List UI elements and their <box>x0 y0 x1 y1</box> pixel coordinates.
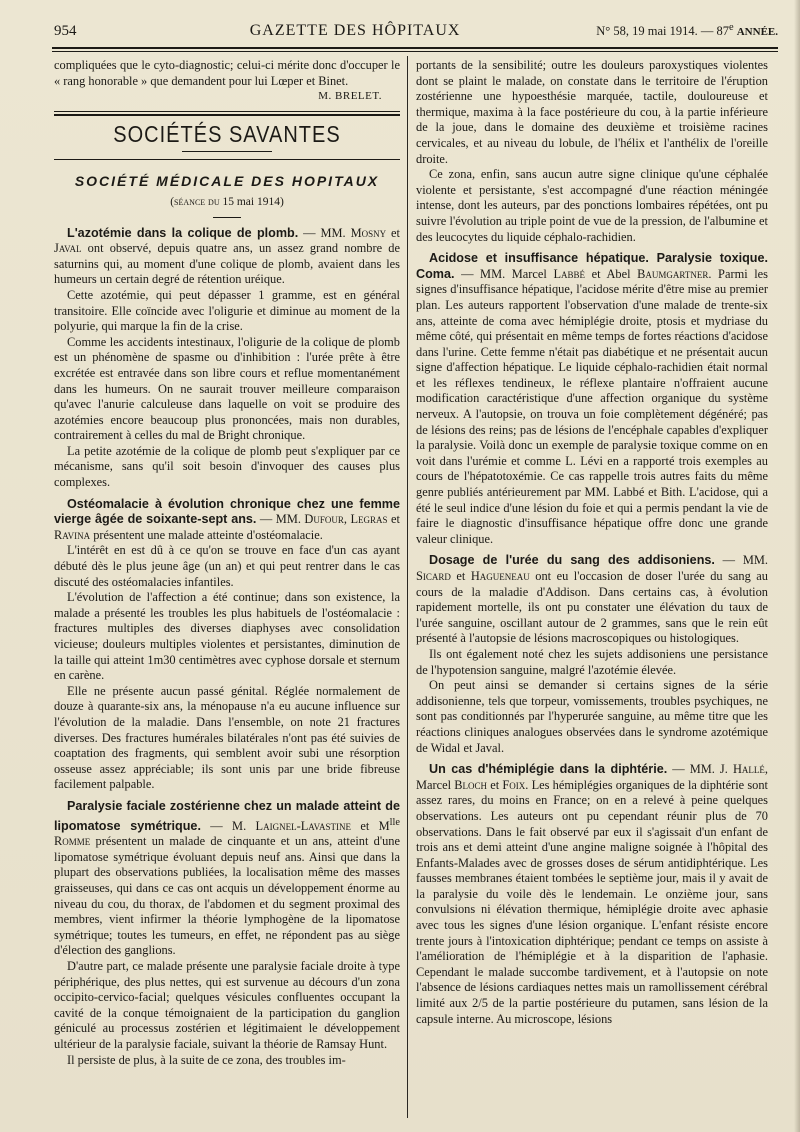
paragraph-text: présentent un malade de cinquante et un ans, atteint d'une lipomatose symétrique évoluant depuis neuf ans. Ainsi que dans la plupart des observations publiées, la localisation même des masses graisseuses, qui dans ce cas ont acquis un développement énorme au niveau du cou, du thorax, de l'abdomen et du segment proximal des membres, vient infirmer la théorie lymphogène de la lipomatose symétrique; toutes les tumeurs, en effet, ne répondent pas au siège d'élection des ganglions. <box>54 834 400 958</box>
article-paralysie-p3: Il persiste de plus, à la suite de ce zona, des troubles im- <box>67 1052 346 1067</box>
seance-paren: ( <box>170 195 175 208</box>
conj: et M <box>350 818 390 833</box>
title-sup: lle <box>389 816 400 828</box>
dash: — MM. <box>256 512 305 527</box>
author-name: Ravina <box>54 527 91 542</box>
intro-paragraph: compliquées que le cyto-diagnostic; celui-ci mérite donc d'occuper le « rang honorable » que demandent pour lui Lœper et Binet. <box>54 58 400 88</box>
author-name: Bloch <box>454 777 488 792</box>
seance-rule <box>213 217 241 218</box>
article-paralysie-title: Paralysie faciale zostérienne chez un malade atteint de lipomatose symétrique. <box>54 798 400 833</box>
article-paralysie-p2: D'autre part, ce malade présente une paralysie faciale droite à type périphérique, des plus nettes, qui est survenue au décours d'un zona occipito-cervico-facial; quelques vésicules confluentes occupant la cavité de la conque témoignaient de la participation du ganglion géniculé au processus zostérien et légitimaient le développement ultérieur de la paralysie faciale, suivant la théorie de Ramsay Hunt. <box>54 959 400 1051</box>
article-osteomalacie-p3: L'évolution de l'affection a été continue; dans son existence, la malade a présenté les troubles les plus habituels de l'ostéomalacie : fractures multiples des diverses diaphyses avec consolidation vicieuse; douleurs multiples violentes et persistantes, diminution de la taille qui atteint 1m30 centimètres avec cyphose dorsale et sternum en carène. <box>54 590 400 683</box>
author-name: Javal <box>54 241 82 256</box>
author-name: Hallé <box>732 762 765 777</box>
left-column <box>54 58 400 1068</box>
continued-paragraph: portants de la sensibilité; outre les douleurs paroxystiques violentes dont se plaint le malade, on constate dans le territoire de l'éruption zostérienne une hypoesthésie marquée, tactile, douloureuse et thermique, maxima à la face postérieure du cou, à la partie inférieure de la joue, dans le domaine des deuxième et troisième racines cervicales, et au niveau du lobule, de l'hélix et l'anthélix de l'oreille droite. <box>416 58 768 166</box>
article-azotemie-p1 <box>54 226 400 288</box>
author-name: Legras <box>350 512 388 527</box>
section-title: SOCIÉTÉS SAVANTES <box>113 122 341 148</box>
section-long-rule <box>54 159 400 160</box>
author-name: Foix <box>502 777 526 792</box>
author-name: Sicard <box>416 569 451 583</box>
right-column <box>416 58 768 1027</box>
sep: , Marcel <box>416 762 768 792</box>
conj: et <box>487 777 503 792</box>
article-azotemie-title: L'azotémie dans la colique de plomb. <box>67 225 299 240</box>
page-header <box>54 22 778 46</box>
paragraph-text: présentent une malade atteinte d'ostéomalacie. <box>90 527 323 542</box>
article-addison-title: Dosage de l'urée du sang des addisoniens. <box>429 553 715 568</box>
author-name: Baumgartner <box>637 266 709 281</box>
journal-title: GAZETTE DES HÔPITAUX <box>249 22 461 40</box>
author-name: Mosny <box>350 225 387 240</box>
seance-day: 15 mai 1914) <box>222 195 284 208</box>
article-paralysie-p1 <box>54 799 400 959</box>
article-osteomalacie-p2: L'intérêt en est dû à ce qu'on se trouve en face d'un cas ayant débuté dès le plus jeune âge (un an) et qui peut rentrer dans le cas discuté des ostéomalacies infantiles. <box>54 543 400 589</box>
sep: , <box>343 512 351 527</box>
article-azotemie-p2: Cette azotémie, qui peut dépasser 1 gramme, est en général transitoire. Elle coïncide avec l'oligurie et diminue au moment de la polyurie, qui marque la fin de la crise. <box>54 287 400 334</box>
page-edge-shadow <box>794 0 800 1132</box>
conj: et <box>387 512 400 527</box>
issue-info <box>596 22 778 39</box>
dash: — MM. <box>298 225 351 240</box>
author-name: Romme <box>54 834 91 849</box>
article-osteomalacie-p1 <box>54 497 400 544</box>
separator-rule <box>54 111 400 112</box>
section-short-rule <box>182 151 272 152</box>
article-diphterie-p1 <box>416 762 768 1027</box>
article-addison-p2: Ils ont également noté chez les sujets addisoniens une persistance de l'hypotension sanguine, malgré l'azotémie élevée. <box>416 646 768 677</box>
article-acidose-title: Acidose et insuffisance hépatique. Paralysie toxique. Coma. <box>416 251 768 281</box>
article-osteomalacie-title: Ostéomalacie à évolution chronique chez une femme vierge âgée de soixante-sept ans. <box>54 496 400 527</box>
seance-date <box>54 195 400 211</box>
paragraph-text: . Les hémiplégies organiques de la diphtérie sont assez rares, du moins en France; on en a relevé à peine quelques observations. Les auteurs ont pu cependant réunir plus de 70 observations. Dans le fait observé par eux il s'agissait d'un enfant de trois ans et demi atteint d'une angine maligne soignée à l'hôpital des Enfants-Malades avec de grosses doses de sérum antidiphtérique. Les fausses membranes étaient tombées le septième jour, mais il y avait de la paralysie du voile dès le lendemain. Le onzième jour, sans convulsions ni élévation thermique, hémiplégie droite avec aphasie avec tous les signes d'une lésion organique. L'enfant résiste encore trente jours à l'intoxication diphtérique; pendant ce temps on assiste à l'amélioration de l'hémiplégie et à la disparition de l'aphasie. Cependant le malade succombe tardivement, et à l'autopsie on note l'absence de lésions cardiaques nettes mais un ramollissement cérébral limité aux 2/5 de la partie postérieure du putamen, sans lésion de la capsule interne. Au microscope, lésions <box>416 777 768 1026</box>
separator-rule-thick <box>54 114 400 116</box>
dash: — M. <box>200 818 256 833</box>
page-number: 954 <box>54 23 77 40</box>
paragraph-text: . Parmi les signes d'insuffisance hépatique, l'acidose mérite d'être mise au premier plan. Les auteurs rapportent l'observation d'une malade de trente-six ans, atteinte de coma avec hémiplégie droite, ptosis et mydriase du même côté, qui présentait en même temps de fortes réactions d'acidose dans l'urine. Cette femme n'était pas diabétique et ne présentait aucun signe d'affection hépatique. Le liquide céphalo-rachidien était normal et les réflexes tendineux, le réflexe plantaire n'offraient aucune modification caractéristique d'une affection organique du système nerveux. A l'autopsie, on trouva un foie complètement dégénéré; pas de lésions des reins; pas de lésions de l'encéphale capables d'expliquer la paralysie. Voilà donc un exemple de paralysie toxique comme on en voit dans l'urémie et comme L. Lévi en a rapporté trois exemples au cours de l'hépatotoxémie. Ce cas rappelle trois autres faits du même genre publiés antérieurement par MM. Labbé et Bith. L'acidose, qui a été le seul indice d'une lésion du foie et qui a permis pendant la vie de faire le diagnostic d'insuffisance hépatique offre donc une grande valeur clinique. <box>416 266 769 546</box>
issue-year-label: ANNÉE. <box>736 26 778 39</box>
conj: et Abel <box>585 266 638 281</box>
paragraph-text: ont eu l'occasion de doser l'urée du sang au cours de la maladie d'Addison. Dans certains cas, à évolution rapidement mortelle, ils ont pu constater une élévation du taux de l'urée sanguine, oscillant autour de 2 grammes, sans que le rein eût présenté à l'autopsie de lésions macroscopiques ou histologiques. <box>416 569 769 646</box>
issue-date: N° 58, 19 mai 1914. — 87 <box>596 24 729 39</box>
issue-sup: e <box>728 22 734 33</box>
article-azotemie-p3: Comme les accidents intestinaux, l'oligurie de la colique de plomb est un phénomène de spasme ou d'inhibition : l'urée prête à être excrétée est entravée dans son libre cours et reflue momentanément dans les humeurs. On ne saurait trouver meilleure comparaison qu'avec l'anurie calculeuse dans laquelle on voit se produire des azotémies encore beaucoup plus prononcées, mais non durables, contrairement à celles du mal de Bright chronique. <box>54 334 400 443</box>
article-addison-p3: On peut ainsi se demander si certains signes de la série addisonienne, tels que torpeur, vomissements, troubles psychiques, ne sont pas conditionnés par l'hyperurée sanguine, au même titre que les réactions cliniques analogues observées dans le syndrome azotémique de Widal et Javal. <box>416 678 768 755</box>
article-addison-p1 <box>416 553 768 647</box>
author-name: Laignel-Lavastine <box>255 818 351 833</box>
article-acidose-p1 <box>416 251 768 547</box>
article-diphterie-title: Un cas d'hémiplégie dans la diphtérie. <box>429 762 668 777</box>
conj: et <box>450 569 471 583</box>
author-name: Hagueneau <box>470 569 530 583</box>
conj: et <box>386 225 400 240</box>
society-name: SOCIÉTÉ MÉDICALE DES HOPITAUX <box>74 173 380 190</box>
article-azotemie-p4: La petite azotémie de la colique de plomb peut s'expliquer par ce mécanisme, sans qu'il soit besoin d'invoquer des causes plus complexes. <box>54 443 400 490</box>
column-divider <box>407 56 408 1118</box>
author-name: Dufour <box>304 512 344 527</box>
dash: — MM. Marcel <box>454 266 554 281</box>
paragraph-text: ont observé, depuis quatre ans, un assez grand nombre de saturnins qui, au moment d'une colique de plomb, avaient dans les humeurs un certain degré de rétention uréique. <box>54 241 400 287</box>
seance-label: séance du <box>174 195 220 208</box>
author-name: Labbé <box>553 266 586 281</box>
dash: — MM. <box>714 553 768 568</box>
dash: — MM. J. <box>667 762 733 777</box>
header-rule <box>52 47 778 52</box>
intro-signature: M. BRELET. <box>318 90 382 103</box>
article-osteomalacie-p4: Elle ne présente aucun passé génital. Réglée normalement de douze à quarante-six ans, la ménopause n'a eu aucune influence sur l'évolution de la maladie. Dans l'ensemble, on note 21 fractures diverses. Des fractures humérales bilatérales n'ont pas été suivies de coaptation des fragments, qui semblent avoir subi une résorption osseuse assez appréciable; ils sont unis par une bride fibreuse facilement palpable. <box>54 683 400 792</box>
zona-paragraph: Ce zona, enfin, sans aucun autre signe clinique qu'une céphalée violente et persistante, s'est accompagné d'une réaction méningée intense, dont les auteurs, par des ponctions lombaires répétées, ont pu suivre l'évolution au triple point de vue de la pression, de l'albumine et des leucocytes du liquide céphalo-rachidien. <box>416 167 768 244</box>
